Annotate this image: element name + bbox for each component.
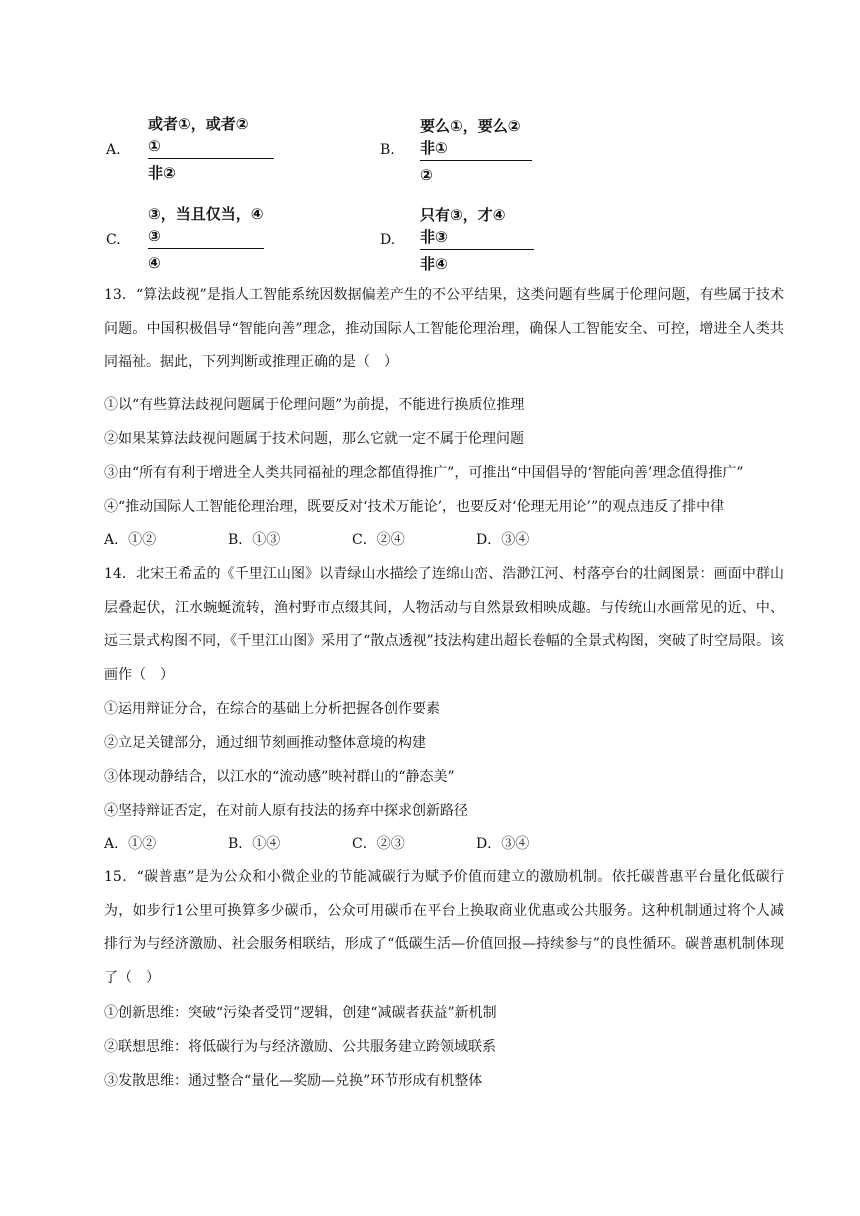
choice-a[interactable]: A．①②: [104, 836, 157, 852]
q14-statement-2: ②立足关键部分，通过细节刻画推动整体意境的构建: [104, 735, 426, 751]
q13-statement-1: ①以“有些算法歧视问题属于伦理问题”为前提，不能进行换质位推理: [104, 397, 525, 413]
q13-statement-2: ②如果某算法歧视问题属于技术问题，那么它就一定不属于伦理问题: [104, 431, 524, 447]
premise-2: ①: [148, 137, 161, 155]
premise-2: ③: [148, 227, 161, 245]
premise-1: ③，当且仅当，④: [148, 205, 264, 223]
syllogism-diagram: [420, 204, 534, 275]
syllogism-diagram: [420, 115, 532, 186]
conclusion: ②: [420, 166, 433, 184]
q14-choices: [104, 833, 600, 853]
option-letter: C.: [106, 232, 121, 248]
premise-1: 或者①，或者②: [148, 115, 249, 133]
choice-c[interactable]: C．②③: [352, 836, 405, 852]
choice-d[interactable]: D．③④: [476, 532, 530, 548]
conclusion: 非④: [420, 255, 448, 273]
syllogism-diagram: [148, 203, 264, 274]
question-14-stem: 14．北宋王希孟的《千里江山图》以青绿山水描绘了连绵山峦、浩渺江河、村落亭台的壮阔图景：画面中群山层叠起伏，江水蜿蜒流转，渔村野市点缀其间，人物活动与自然景致相映成趣。与传统山水画常见的近、中、远三景式构图不同，《千里江山图》采用了“散点透视”技法构建出超长卷幅的全景式构图，突破了时空局限。该画作（ ）: [104, 566, 784, 683]
question-13-stem: 13．“算法歧视”是指人工智能系统因数据偏差产生的不公平结果，这类问题有些属于伦理问题，有些属于技术问题。中国积极倡导“智能向善”理念，推动国际人工智能伦理治理，确保人工智能安全、可控，增进全人类共同福祉。据此，下列判断或推理正确的是（ ）: [104, 287, 784, 370]
q14-statement-1: ①运用辩证分合，在综合的基础上分析把握各创作要素: [104, 701, 440, 717]
question-15-stem: 15．“碳普惠”是为公众和小微企业的节能减碳行为赋予价值而建立的激励机制。依托碳普惠平台量化低碳行为，如步行1公里可换算多少碳币，公众可用碳币在平台上换取商业优惠或公共服务。这种机制通过将个人减排行为与经济激励、社会服务相联结，形成了“低碳生活—价值回报—持续参与”的良性循环。碳普惠机制体现了（ ）: [104, 869, 784, 986]
conclusion: ④: [148, 254, 161, 272]
q13-statement-3: ③由“所有有利于增进全人类共同福祉的理念都值得推广”，可推出“中国倡导的‘智能向善’理念值得推广”: [104, 465, 744, 481]
premise-2: 非①: [420, 139, 448, 157]
premise-2: 非③: [420, 228, 448, 246]
choice-b[interactable]: B．①③: [228, 532, 281, 548]
premise-1: 要么①，要么②: [420, 117, 521, 135]
inference-rule: [148, 248, 264, 249]
choice-b[interactable]: B．①④: [228, 836, 281, 852]
option-letter: D.: [380, 232, 396, 248]
inference-rule: [420, 160, 532, 161]
q15-statement-3: ③发散思维：通过整合“量化—奖励—兑换”环节形成有机整体: [104, 1073, 483, 1089]
syllogism-diagram: [148, 113, 274, 184]
option-letter: B.: [380, 142, 395, 158]
q13-statement-4: ④“推动国际人工智能伦理治理，既要反对‘技术万能论’，也要反对‘伦理无用论’”的观点违反了排中律: [104, 499, 725, 515]
premise-1: 只有③，才④: [420, 206, 506, 224]
q13-choices: [104, 529, 600, 549]
inference-rule: [420, 249, 534, 250]
choice-d[interactable]: D．③④: [476, 836, 530, 852]
q15-statement-2: ②联想思维：将低碳行为与经济激励、公共服务建立跨领域联系: [104, 1039, 496, 1055]
q14-statement-3: ③体现动静结合，以江水的“流动感”映衬群山的“静态美”: [104, 769, 455, 785]
option-letter: A.: [106, 142, 121, 158]
conclusion: 非②: [148, 164, 176, 182]
q14-statement-4: ④坚持辩证否定，在对前人原有技法的扬弃中探求创新路径: [104, 803, 468, 819]
inference-rule: [148, 158, 274, 159]
choice-a[interactable]: A．①②: [104, 532, 157, 548]
choice-c[interactable]: C．②④: [352, 532, 405, 548]
q15-statement-1: ①创新思维：突破“污染者受罚”逻辑，创建“减碳者获益”新机制: [104, 1005, 497, 1021]
